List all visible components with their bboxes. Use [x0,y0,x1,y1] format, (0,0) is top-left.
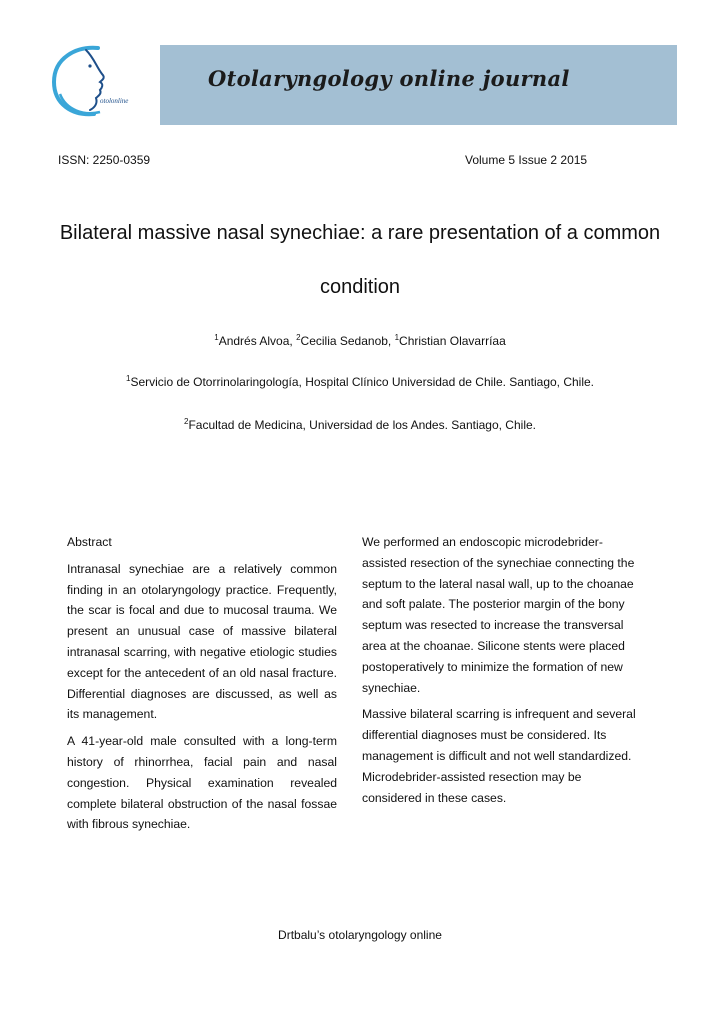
affiliation-text: Facultad de Medicina, Universidad de los Andes. Santiago, Chile. [188,418,536,432]
abstract-left-column [67,532,337,841]
abstract-paragraph: Massive bilateral scarring is infrequent and several differential diagnoses must be considered. Its management is difficult and not well standardized. Microdebrider-assisted resection may be considered in these cases. [362,707,636,805]
affiliation-sup: 1 [125,374,131,383]
logo-caption: otolonline [100,97,129,105]
page-footer: Drtbalu’s otolaryngology online [278,928,442,942]
abstract-paragraph: We performed an endoscopic microdebrider-assisted resection of the synechiae connecting the septum to the lateral nasal wall, up to the choanae and soft palate. The posterior margin of the bony septum was resected to increase the transversal area at the choanae. Silicone stents were placed postoperatively to minimize the formation of new synechiae. [362,535,635,695]
author-list [40,334,680,348]
article-title-line-1: Bilateral massive nasal synechiae: a rare presentation of a common [59,222,661,244]
article-title-line-2: condition [319,276,401,298]
author-sup: 2 [296,333,301,342]
affiliation-2 [40,418,680,432]
author-name: Christian Olavarríaa [399,334,506,348]
affiliation-sup: 2 [184,417,189,426]
affiliation-text: Servicio de Otorrinolaringología, Hospital Clínico Universidad de Chile. Santiago, Chile. [130,375,595,389]
abstract-right-column [362,532,640,814]
abstract-paragraph: Intranasal synechiae are a relatively common finding in an otolaryngology practice. Frequently, the scar is focal and due to mucosal trauma. We present an unusual case of massive bilateral intranasal scarring, with negative etiologic studies except for the antecedent of an old nasal fracture. Differential diagnoses are discussed, as well as its management. [67,561,337,722]
header-banner [160,45,677,125]
abstract-paragraph: A 41-year-old male consulted with a long-term history of rhinorrhea, facial pain and nasal congestion. Physical examination revealed complete bilateral obstruction of the nasal fossae with fibrous synechiae. [67,734,337,832]
author-sup: 1 [214,333,219,342]
author-name: Cecilia Sedanob, [300,334,395,348]
author-name: Andrés Alvoa, [218,334,297,348]
volume-issue: Volume 5 Issue 2 2015 [465,153,588,167]
journal-title: Otolaryngology online journal [208,66,570,91]
affiliation-1 [40,375,680,389]
journal-logo [46,44,164,118]
face-profile-icon [46,44,164,118]
author-sup: 1 [394,333,400,342]
abstract-heading: Abstract [67,535,112,549]
issn: ISSN: 2250-0359 [58,153,151,167]
